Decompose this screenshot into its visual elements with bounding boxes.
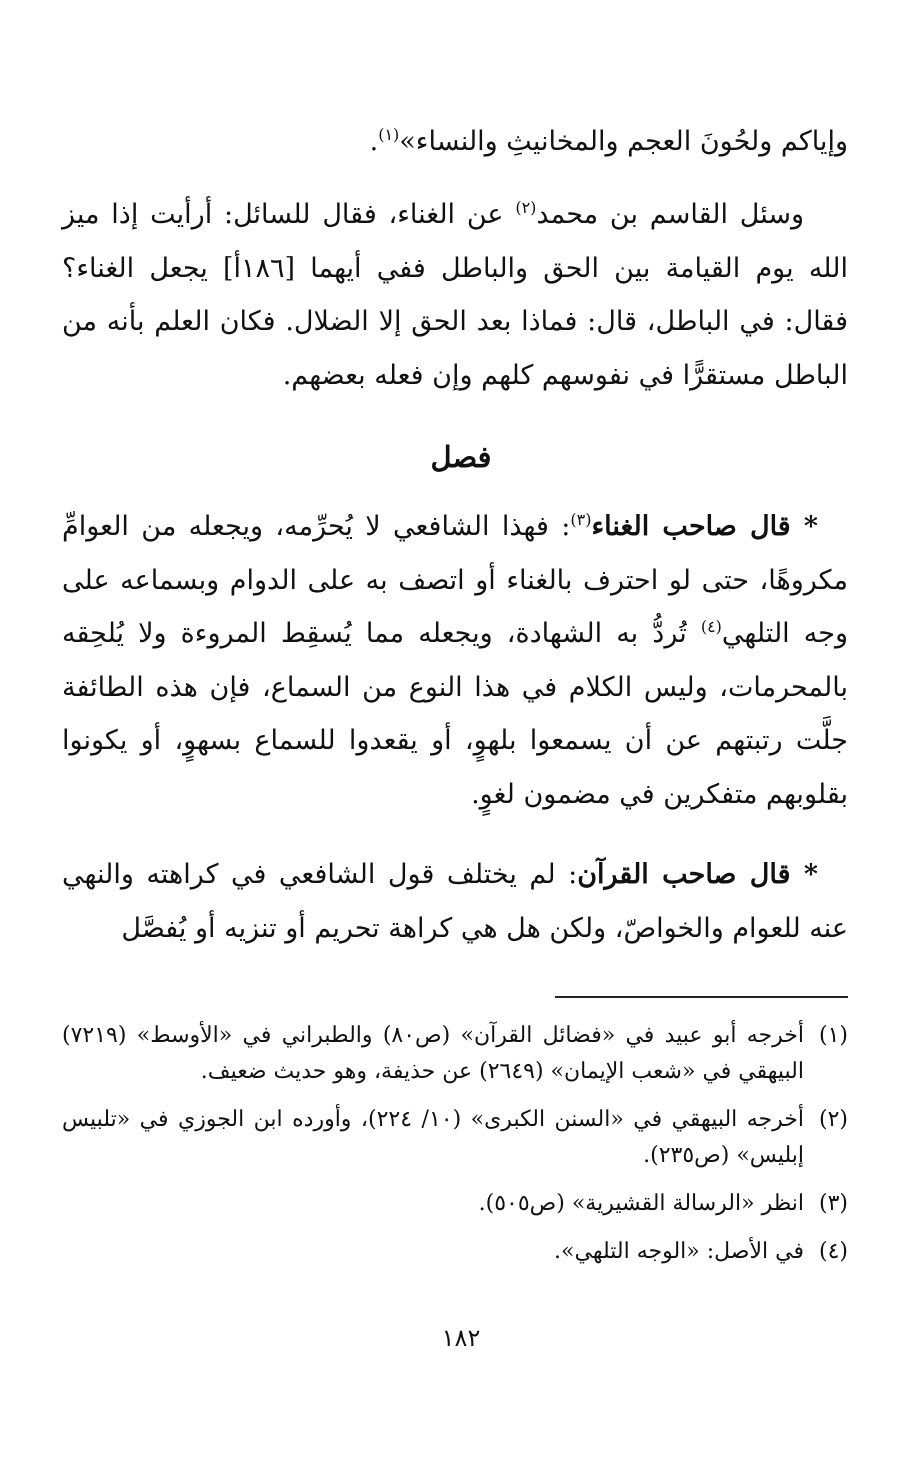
- footnote-text: أخرجه البيهقي في «السنن الكبرى» (١٠/ ٢٢٤)، وأورده ابن الجوزي في «تلبيس إبليس» (ص٢٣٥).: [62, 1107, 805, 1168]
- footnotes: [62, 1018, 848, 1282]
- footnote-number: (١): [818, 1023, 848, 1048]
- paragraph-text-a: وسئل القاسم بن محمد: [536, 199, 805, 230]
- footnote-4: [62, 1234, 848, 1270]
- footnote-text: في الأصل: «الوجه التلهي».: [554, 1239, 804, 1264]
- paragraph-text-a: : فهذا الشافعي لا يُحرِّمه، ويجعله من العوامِّ مكروهًا، حتى لو احترف بالغناء أو اتصف به على الدوام وبسماعه على وجه التلهي: [62, 511, 848, 649]
- paragraph-text-b: عن الغناء، فقال للسائل: أرأيت إذا ميز الله يوم القيامة بين الحق والباطل ففي أيهما [١٨٦أ] يجعل الغناء؟ فقال: في الباطل، قال: فماذا بعد الحق إلا الضلال. فكان العلم بأنه من الباطل مستقرًّا في نفوسهم كلهم وإن فعله بعضهم.: [62, 199, 848, 391]
- paragraph-qasim: [62, 188, 848, 402]
- footnote-text: انظر «الرسالة القشيرية» (ص٥٠٥).: [478, 1191, 804, 1216]
- footnote-3: [62, 1186, 848, 1222]
- page-number: ١٨٢: [441, 1324, 481, 1352]
- footnote-2: [62, 1102, 848, 1174]
- footnote-text: أخرجه أبو عبيد في «فضائل القرآن» (ص٨٠) والطبراني في «الأوسط» (٧٢١٩) البيهقي في «شعب الإيمان» (٢٦٤٩) عن حذيفة، وهو حديث ضعيف.: [62, 1023, 804, 1084]
- footnote-ref-1[interactable]: (١): [378, 125, 400, 144]
- paragraph-sahib-al-quran: [62, 848, 848, 955]
- paragraph-text: وإياكم ولحُونَ العجم والمخانيثِ والنساء»: [399, 126, 848, 157]
- footnote-number: (٢): [818, 1107, 848, 1132]
- speaker-lead: * قال صاحب القرآن: [577, 859, 819, 890]
- footnote-number: (٣): [818, 1191, 848, 1216]
- paragraph-text-b: تُردُّ به الشهادة، ويجعله مما يُسقِط المروءة ولا يُلحِقه بالمحرمات، وليس الكلام في هذا النوع من السماع، فإن هذه الطائفة جلَّت رتبتهم عن أن يسمعوا بلهوٍ، أو يقعدوا للسماع بسهوٍ، أو يكونوا بقلوبهم متفكرين في مضمون لغوٍ.: [62, 618, 848, 810]
- paragraph-period: .: [369, 126, 379, 157]
- paragraph-sahib-al-ghina: [62, 500, 848, 821]
- paragraph-hadith-end: [62, 115, 848, 169]
- footnote-1: [62, 1018, 848, 1090]
- footnote-ref-4[interactable]: (٤): [700, 617, 722, 636]
- speaker-lead: * قال صاحب الغناء: [591, 511, 819, 542]
- footnote-ref-3[interactable]: (٣): [570, 510, 592, 529]
- footnote-separator: [555, 996, 848, 998]
- footnote-ref-2[interactable]: (٢): [515, 198, 537, 217]
- paragraph-text: : لم يختلف قول الشافعي في كراهته والنهي عنه للعوام والخواصّ، ولكن هل هي كراهة تحريم أو تنزيه أو يُفصَّل: [62, 859, 848, 944]
- section-heading: فصل: [430, 440, 492, 474]
- footnote-number: (٤): [818, 1239, 848, 1264]
